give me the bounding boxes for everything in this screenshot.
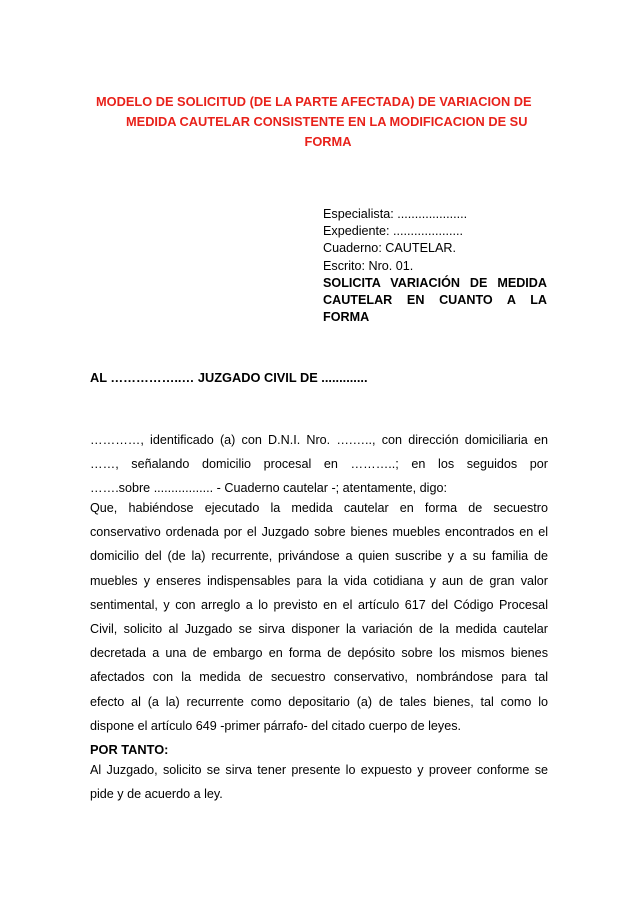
court-addressee: AL ……………..… JUZGADO CIVIL DE ............. bbox=[90, 370, 368, 385]
body-line-3: domicilio del (de la) recurrente, privándose a quien suscribe y a su familia de bbox=[90, 549, 548, 564]
body-line-8: afectados con la medida de secuestro conservativo, nombrándose para tal bbox=[90, 670, 548, 685]
title-line-2: MEDIDA CAUTELAR CONSISTENTE EN LA MODIFICACION DE SU bbox=[126, 114, 528, 129]
por-tanto-line-1: Al Juzgado, solicito se sirva tener presente lo expuesto y proveer conforme se bbox=[90, 763, 548, 777]
case-metadata-block bbox=[323, 206, 547, 326]
title-line-3: FORMA bbox=[304, 134, 352, 149]
body-line-10: dispone el artículo 649 -primer párrafo- del citado cuerpo de leyes. bbox=[90, 718, 462, 733]
title-line-1: MODELO DE SOLICITUD (DE LA PARTE AFECTADA) DE VARIACION DE bbox=[96, 94, 532, 109]
summary-line-2: CAUTELAR EN CUANTO A LA bbox=[323, 293, 547, 308]
intro-line-3: …….sobre ................. - Cuaderno cautelar -; atentamente, digo: bbox=[90, 481, 447, 496]
document-title bbox=[90, 92, 552, 152]
escrito-line: Escrito: Nro. 01. bbox=[323, 258, 414, 273]
body-line-4: muebles y enseres indispensables para la vida cotidiana y aun de gran valor bbox=[90, 573, 548, 588]
body-paragraph bbox=[90, 496, 548, 738]
por-tanto-line-2: pide y de acuerdo a ley. bbox=[90, 787, 223, 802]
body-line-7: decretada a una de embargo en forma de depósito sobre los mismos bienes bbox=[90, 646, 548, 661]
especialista-line: Especialista: .................... bbox=[323, 207, 468, 221]
cuaderno-line: Cuaderno: CAUTELAR. bbox=[323, 241, 456, 256]
intro-line-2: ……, señalando domicilio procesal en ………..; en los seguidos por bbox=[90, 457, 548, 472]
expediente-line: Expediente: .................... bbox=[323, 224, 463, 239]
por-tanto-paragraph bbox=[90, 758, 548, 806]
body-line-6: Civil, solicito al Juzgado se sirva disponer la variación de la medida cautelar bbox=[90, 621, 548, 636]
summary-line-1: SOLICITA VARIACIÓN DE MEDIDA bbox=[323, 275, 547, 290]
body-line-2: conservativo ordenada por el Juzgado sobre bienes muebles encontrados en el bbox=[90, 525, 548, 540]
por-tanto-heading: POR TANTO: bbox=[90, 742, 169, 757]
body-line-5: sentimental, y con arreglo a lo previsto en el artículo 617 del Código Procesal bbox=[90, 597, 548, 612]
petition-summary bbox=[323, 275, 547, 327]
summary-line-3: FORMA bbox=[323, 310, 370, 325]
body-line-9: efecto al (a la) recurrente como depositario (a) de tales bienes, tal como lo bbox=[90, 694, 548, 709]
intro-paragraph bbox=[90, 428, 548, 501]
intro-line-1: …………, identificado (a) con D.N.I. Nro. ….….., con dirección domiciliaria en bbox=[90, 433, 548, 447]
body-line-1: Que, habiéndose ejecutado la medida cautelar en forma de secuestro bbox=[90, 501, 548, 515]
